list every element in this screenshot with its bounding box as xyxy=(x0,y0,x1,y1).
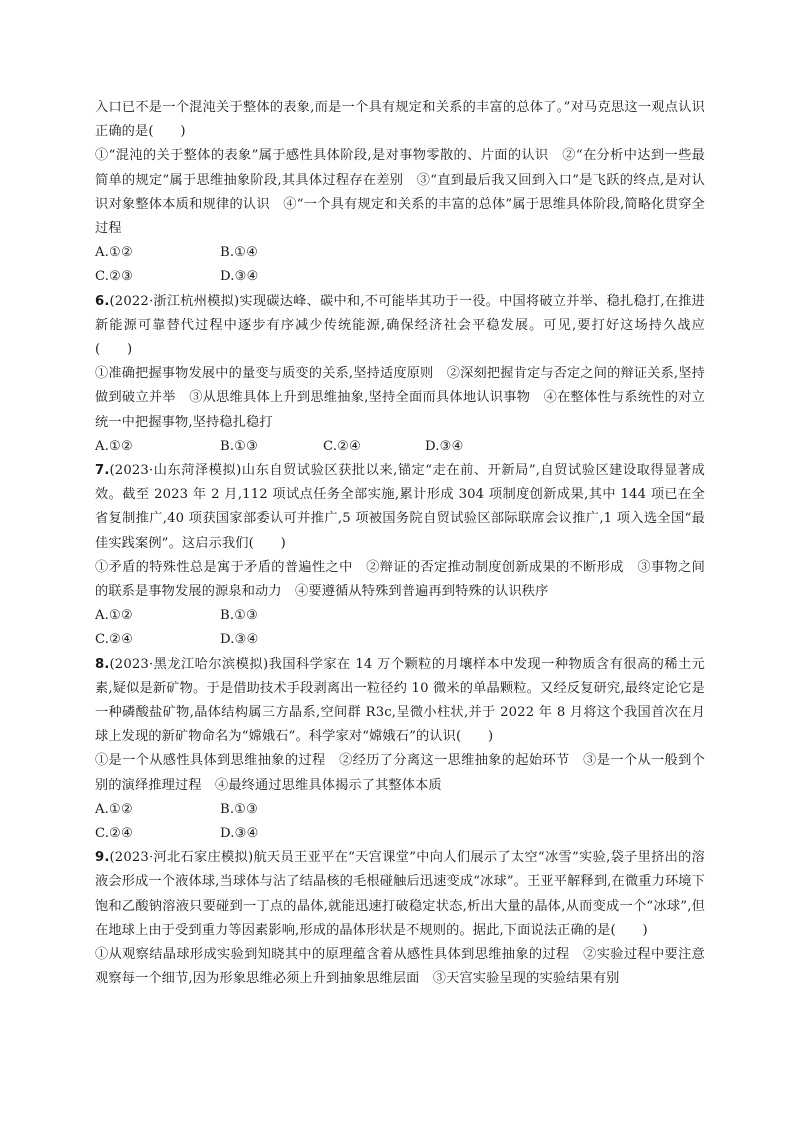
q7-options-row-2 xyxy=(95,628,705,652)
q8-stem xyxy=(95,653,705,750)
q6-statements: ①准确把握事物发展中的量变与质变的关系,坚持适度原则 ②深刻把握肯定与否定之间的辩证关系,坚持做到破立并举 ③从思维具体上升到思维抽象,坚持全面而具体地认识事物 ④在整体性与系统性的对立统一中把握事物,坚持稳扎稳打 xyxy=(95,366,705,430)
q7-stem xyxy=(95,459,705,556)
q8-stem-text: (2023·黑龙江哈尔滨模拟)我国科学家在 14 万个颗粒的月壤样本中发现一种物质含有很高的稀土元素,疑似是新矿物。于是借助技术手段剥离出一粒径约 10 微米的单晶颗粒。又经反复研究,最终定论它是一种磷酸盐矿物,晶体结构属三方晶系,空间群 R3c,呈微小柱状,并于 2022 年 8 月将这个我国首次在月球上发现的新矿物命名为“嫦娥石”。科学家对“嫦娥石”的认识( ) xyxy=(95,656,705,745)
q7-number: 7. xyxy=(95,463,110,478)
q7-options-row-1 xyxy=(95,604,705,628)
q9-stem-text: (2023·河北石家庄模拟)航天员王亚平在“天宫课堂”中向人们展示了太空“冰雪”实验,袋子里挤出的溶液会形成一个液体球,当球体与沾了结晶核的毛根碰触后迅速变成“冰球”。王亚平解释到,在微重力环境下饱和乙酸钠溶液只要碰到一丁点的晶体,就能迅速打破稳定状态,析出大量的晶体,从而变成一个“冰球”,但在地球上由于受到重力等因素影响,形成的晶体形状是不规则的。据此,下面说法正确的是( ) xyxy=(95,850,705,938)
q6-number: 6. xyxy=(95,293,110,309)
q5-options-row-1 xyxy=(95,241,705,265)
q7-option-a[interactable]: A.①② xyxy=(95,608,133,624)
q7-option-c[interactable]: C.②④ xyxy=(95,632,134,648)
q6-options-row xyxy=(95,435,705,459)
q5-option-a[interactable]: A.①② xyxy=(95,245,133,261)
q5-statements: ①“混沌的关于整体的表象”属于感性具体阶段,是对事物零散的、片面的认识 ②“在分析中达到一些最简单的规定”属于思维抽象阶段,其具体过程存在差别 ③“直到最后我又回到入口”是飞跃的终点,是对认识对象整体本质和规律的认识 ④“一个具有规定和关系的丰富的总体”属于思维具体阶段,简略化贯穿全过程 xyxy=(95,148,705,237)
q9-number: 9. xyxy=(95,850,110,866)
q7-stem-text: (2023·山东菏泽模拟)山东自贸试验区获批以来,锚定“走在前、开新局”,自贸试验区建设取得显著成效。截至 2023 年 2 月,112 项试点任务全部实施,累计形成 304 项制度创新成果,其中 144 项已在全省复制推广,40 项获国家部委认可并推广,5 项被国务院自贸试验区部际联席会议推广,1 项入选全国“最佳实践案例”。这启示我们( ) xyxy=(95,463,705,551)
q6-stem-text: (2022·浙江杭州模拟)实现碳达峰、碳中和,不可能毕其功于一役。中国将破立并举、稳扎稳打,在推进新能源可靠替代过程中逐步有序减少传统能源,确保经济社会平稳发展。可见,要打好这场持久战应 ( ) xyxy=(95,293,746,357)
q8-number: 8. xyxy=(95,656,110,672)
q6-stem xyxy=(95,290,746,363)
q6-option-a[interactable]: A.①② xyxy=(95,438,133,454)
q7-option-d[interactable]: D.③④ xyxy=(220,632,259,648)
q8-option-b[interactable]: B.①③ xyxy=(220,801,259,817)
q6-option-c[interactable]: C.②④ xyxy=(323,438,362,454)
q9-statements: ①从观察结晶球形成实验到知晓其中的原理蕴含着从感性具体到思维抽象的过程 ②实验过程中要注意观察每一个细节,因为形象思维必须上升到抽象思维层面 ③天宫实验呈现的实验结果有别 xyxy=(95,947,705,987)
q8-option-d[interactable]: D.③④ xyxy=(220,826,259,841)
q5-option-c[interactable]: C.②③ xyxy=(95,269,134,285)
q7-statements: ①矛盾的特殊性总是寓于矛盾的普遍性之中 ②辩证的否定推动制度创新成果的不断形成 ③事物之间的联系是事物发展的源泉和动力 ④要遵循从特殊到普遍再到特殊的认识秩序 xyxy=(95,559,705,600)
q8-options-row-1 xyxy=(95,798,705,822)
q8-options-row-2 xyxy=(95,822,705,846)
q8-option-c[interactable]: C.②④ xyxy=(95,826,134,841)
q5-options-row-2 xyxy=(95,265,705,289)
q5-option-b[interactable]: B.①④ xyxy=(220,245,259,261)
q5-stem-tail: 入口已不是一个混沌关于整体的表象,而是一个具有规定和关系的丰富的总体了。”对马克思这一观点认识正确的是( ) xyxy=(95,100,705,140)
q6-option-d[interactable]: D.③④ xyxy=(425,438,464,454)
q6-option-b[interactable]: B.①③ xyxy=(220,438,259,454)
document-page xyxy=(95,96,746,991)
q9-stem xyxy=(95,846,705,943)
q8-option-a[interactable]: A.①② xyxy=(95,801,133,817)
q8-statements: ①是一个从感性具体到思维抽象的过程 ②经历了分离这一思维抽象的起始环节 ③是一个从一般到个别的演绎推理过程 ④最终通过思维具体揭示了其整体本质 xyxy=(95,753,705,793)
q5-option-d[interactable]: D.③④ xyxy=(220,269,259,285)
q7-option-b[interactable]: B.①③ xyxy=(220,608,259,624)
